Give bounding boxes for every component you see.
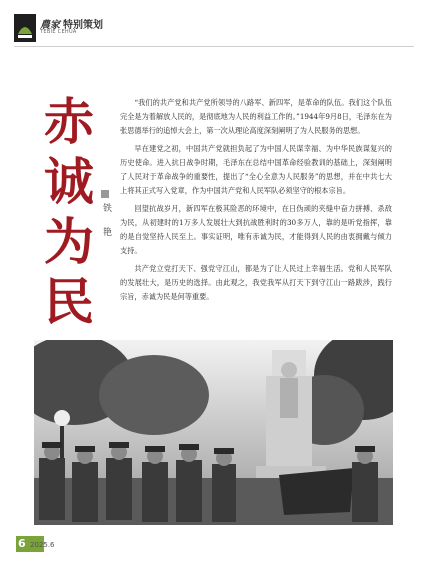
magazine-logo xyxy=(14,14,36,42)
title-char: 民 xyxy=(44,273,94,331)
article-paragraph: “我们的共产党和共产党所领导的八路军、新四军，是革命的队伍。我们这个队伍完全是为着解放人民的，是彻底地为人民的利益工作的。”1944年9月8日，毛泽东在为张思德举行的追悼大会上，第一次从理论高度深刻阐明了为人民服务的思想。 xyxy=(120,98,392,135)
article-paragraph: 早在建党之初，中国共产党就担负起了为中国人民谋幸福、为中华民族谋复兴的历史使命。进入抗日战争时期，毛泽东在总结中国革命经验教训的基础上，深刻阐明了人民对于革命战争的重要性，提出了“全心全意为人民服务”的思想，并在中共七大上将其正式写入党章，作为中国共产党和人民军队必须坚守的根本宗旨。 xyxy=(120,144,392,195)
memorial-photo-illustration xyxy=(34,340,393,525)
page-number: 6 xyxy=(18,537,26,550)
memorial-photo xyxy=(34,340,393,525)
author-byline xyxy=(100,190,114,242)
header-divider xyxy=(14,46,414,47)
author-name: 铁 艳 xyxy=(101,203,111,242)
brand-name: 農家 xyxy=(40,20,60,31)
article-body xyxy=(120,96,392,304)
page-header xyxy=(14,14,214,48)
title-char: 赤 xyxy=(44,93,94,151)
article-paragraph: 回望抗战岁月，新四军在极其险恶的环境中，在日伪顽的夹缝中奋力拼搏、杀敌为民，从初建时的1万多人发展壮大到抗战胜利时的30多万人，靠的是听党指挥，靠的是自觉坚持人民至上。事实证明，唯有赤诚为民，才能得到人民的由衷拥戴与倾力支持。 xyxy=(120,204,392,255)
section-name: 特别策划 xyxy=(63,20,103,31)
issue-date: 2025.6 xyxy=(30,541,55,549)
title-char: 诚 xyxy=(44,153,94,211)
section-pinyin: TEBIE CEHUA xyxy=(40,29,77,35)
article-title xyxy=(40,92,98,332)
byline-square-icon xyxy=(101,190,109,198)
title-char: 为 xyxy=(44,213,94,271)
article-paragraph: 共产党立党打天下、强党守江山，都是为了让人民过上幸福生活。党和人民军队的发展壮大，是历史的选择。由此观之，我党我军从打天下到守江山一路跋涉，践行宗旨，赤诚为民是何等重要。 xyxy=(120,264,392,301)
